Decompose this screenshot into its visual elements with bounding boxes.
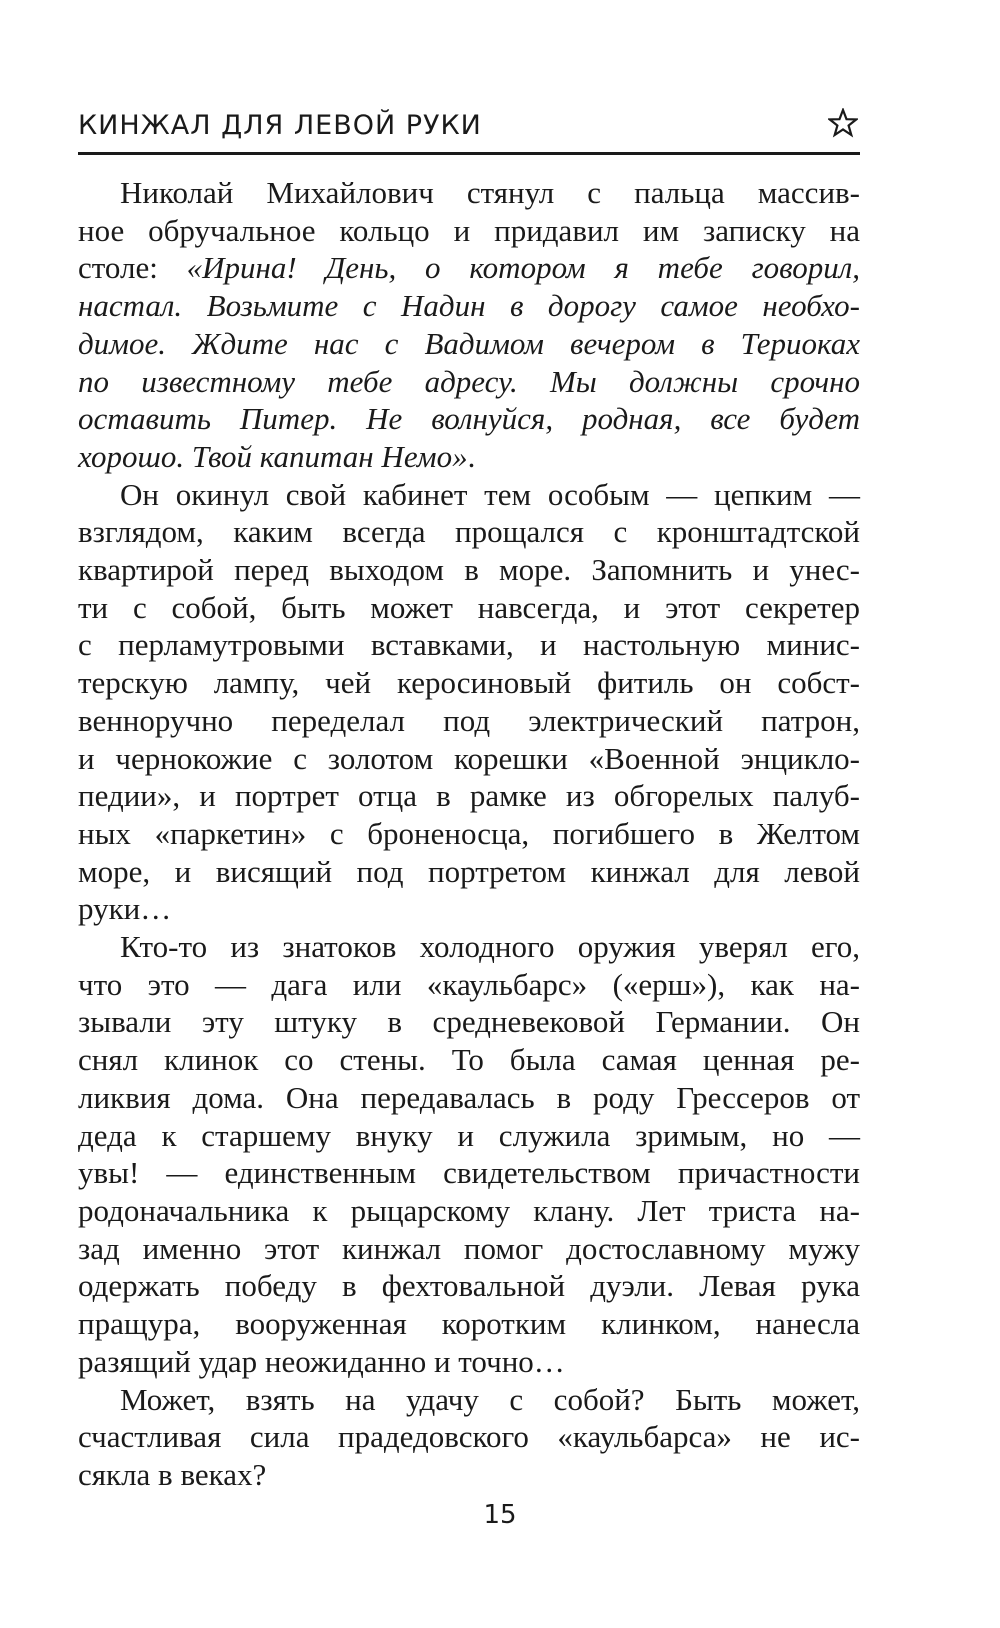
text-line: родоначальника к рыцарскому клану. Лет триста на- bbox=[78, 1192, 860, 1228]
paragraph bbox=[78, 476, 860, 928]
note-text: оставить Питер. Не волнуйся, родная, все будет bbox=[78, 401, 860, 437]
text-line bbox=[78, 438, 860, 476]
text-line: счастливая сила прадедовского «каульбарса» не ис- bbox=[78, 1419, 860, 1455]
page-header bbox=[78, 100, 860, 155]
text-line: море, и висящий под портретом кинжал для левой bbox=[78, 853, 860, 889]
text-line: ликвия дома. Она передавалась в роду Грессеров от bbox=[78, 1079, 860, 1115]
text-line: Кто-то из знатоков холодного оружия уверял его, bbox=[120, 929, 860, 965]
paragraph bbox=[78, 174, 860, 476]
text-line: пращура, вооруженная коротким клинком, нанесла bbox=[78, 1306, 860, 1342]
text-line: одержать победу в фехтовальной дуэли. Левая рука bbox=[78, 1268, 860, 1304]
text-run: . bbox=[467, 438, 476, 474]
text-line: ти с собой, быть может навсегда, и этот секретер bbox=[78, 589, 860, 625]
text-line: зад именно этот кинжал помог достославному мужу bbox=[78, 1230, 860, 1266]
text-line: увы! — единственным свидетельством причастности bbox=[78, 1155, 860, 1191]
text-line bbox=[78, 249, 860, 287]
text-line: Николай Михайлович стянул с пальца массив- bbox=[120, 175, 860, 210]
text-line: Может, взять на удачу с собой? Быть может, bbox=[120, 1381, 860, 1417]
paragraph bbox=[78, 928, 860, 1380]
text-line: педии», и портрет отца в рамке из обгорелых палуб- bbox=[78, 778, 860, 814]
text-line: и чернокожие с золотом корешки «Военной энцикло- bbox=[78, 740, 860, 776]
text-line: квартирой перед выходом в море. Запомнить и унес- bbox=[78, 552, 860, 588]
text-run: столе: bbox=[78, 250, 187, 286]
text-line: с перламутровыми вставками, и настольную минис- bbox=[78, 627, 860, 663]
text-line: руки… bbox=[78, 891, 172, 927]
page-number: 15 bbox=[483, 1500, 517, 1530]
note-text: по известному тебе адресу. Мы должны срочно bbox=[78, 363, 860, 399]
text-line: ное обручальное кольцо и придавил им записку на bbox=[78, 212, 860, 248]
text-line: Он окинул свой кабинет тем особым — цепким — bbox=[120, 476, 860, 512]
text-line: терскую лампу, чей керосиновый фитиль он собст- bbox=[78, 665, 860, 701]
text-line: снял клинок со стены. То была самая ценная ре- bbox=[78, 1042, 860, 1078]
running-title: КИНЖАЛ ДЛЯ ЛЕВОЙ РУКИ bbox=[78, 110, 482, 141]
text-line: разящий удар неожиданно и точно… bbox=[78, 1343, 565, 1379]
text-line: деда к старшему внуку и служила зримым, но — bbox=[78, 1117, 860, 1153]
star-outline-icon bbox=[828, 108, 858, 138]
note-text: настал. Возьмите с Надин в дорогу самое необхо- bbox=[78, 288, 860, 324]
text-line: зывали эту штуку в средневековой Германии. Он bbox=[78, 1004, 860, 1040]
note-text: димое. Ждите нас с Вадимом вечером в Териоках bbox=[78, 325, 860, 361]
note-text: «Ирина! День, о котором я тебе говорил, bbox=[186, 250, 860, 286]
paragraph bbox=[78, 1381, 860, 1494]
text-line: взглядом, каким всегда прощался с кронштадтской bbox=[78, 514, 860, 550]
text-line: ных «паркетин» с броненосца, погибшего в Желтом bbox=[78, 815, 860, 851]
text-line: венноручно переделал под электрический патрон, bbox=[78, 702, 860, 738]
text-line: сякла в веках? bbox=[78, 1456, 267, 1492]
note-text: хорошо. Твой капитан Немо» bbox=[78, 438, 468, 474]
text-line: что это — дага или «каульбарс» («ерш»), как на- bbox=[78, 966, 860, 1002]
body-text bbox=[78, 174, 860, 1494]
